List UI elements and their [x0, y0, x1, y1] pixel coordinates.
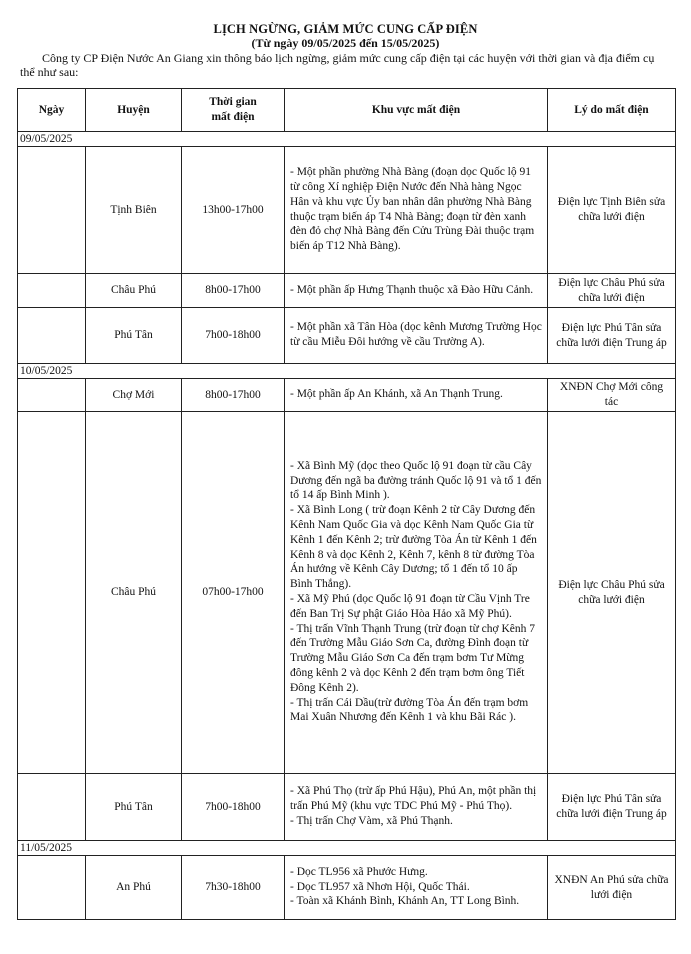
time-cell: 7h00-18h00 [182, 774, 285, 841]
document-subtitle: (Từ ngày 09/05/2025 đến 15/05/2025) [251, 36, 440, 50]
intro-paragraph: Công ty CP Điện Nước An Giang xin thông báo lịch ngừng, giảm mức cung cấp điện tại các huyện với thời gian và địa điểm cụ thể như sau: [20, 51, 655, 79]
area-cell: - Xã Bình Mỹ (dọc theo Quốc lộ 91 đoạn từ cầu Cây Dương đến ngã ba đường tránh Quốc lộ 91 và tổ 1 đến tổ 14 ấp Bình Minh ). - Xã Bình Long ( trừ đoạn Kênh 2 từ Cây Dương đến Kênh Nam Quốc Gia và dọc Kênh Nam Quốc Gia từ Kênh 1 đến Kênh 2; trừ đường Tòa Án từ Kênh 1 đến Kênh 8 và dọc Kênh 2, Kênh 7, kênh 8 từ đường Tòa Án hướng về Kênh Cây Dương; tổ 1 đến tổ 10 ấp Bình Thắng). - Xã Mỹ Phú (dọc Quốc lộ 91 đoạn từ Cầu Vịnh Tre đến Ban Trị Sự phật Giáo Hòa Hảo xã Mỹ Phú). - Thị trấn Vĩnh Thạnh Trung (trừ đoạn từ chợ Kênh 7 đến Trường Mẫu Giáo Sơn Ca, đường Đình đoạn từ Trường Mẫu Giáo Sơn Ca đến trạm bơm Tư Mừng đông kênh 2 và dọc Kênh 2 đến trạm bơm ông Tiết Đông Kênh 2). - Thị trấn Cái Dầu(trừ đường Tòa Án đến trạm bơm Mai Xuân Nhương đến Kênh 1 và khu Bãi Rác ). [285, 412, 548, 774]
date-row [18, 841, 676, 856]
area-cell: - Xã Phú Thọ (trừ ấp Phú Hậu), Phú An, một phần thị trấn Phú Mỹ (khu vực TDC Phú Mỹ - Phú Thọ). - Thị trấn Chợ Vàm, xã Phú Thạnh. [285, 774, 548, 841]
outage-schedule-table [17, 88, 676, 920]
district-cell: Phú Tân [86, 774, 182, 841]
area-cell: - Dọc TL956 xã Phước Hưng. - Dọc TL957 xã Nhơn Hội, Quốc Thái. - Toàn xã Khánh Bình, Khánh An, TT Long Bình. [285, 856, 548, 920]
district-cell: Chợ Mới [86, 379, 182, 412]
time-cell: 07h00-17h00 [182, 412, 285, 774]
time-cell: 8h00-17h00 [182, 274, 285, 308]
header-area: Khu vực mất điện [285, 89, 548, 132]
reason-cell: Điện lực Phú Tân sửa chữa lưới điện Trung áp [548, 308, 676, 364]
table-row [18, 856, 676, 920]
header-district: Huyện [86, 89, 182, 132]
date-label: 11/05/2025 [18, 841, 676, 856]
time-cell: 7h30-18h00 [182, 856, 285, 920]
table-row [18, 308, 676, 364]
area-cell: - Một phần ấp Hưng Thạnh thuộc xã Đào Hữu Cảnh. [285, 274, 548, 308]
table-header-row [18, 89, 676, 132]
document-title: LỊCH NGỪNG, GIẢM MỨC CUNG CẤP ĐIỆN [213, 22, 478, 36]
table-row [18, 379, 676, 412]
header-reason: Lý do mất điện [548, 89, 676, 132]
time-cell: 13h00-17h00 [182, 147, 285, 274]
date-row [18, 132, 676, 147]
table-row [18, 274, 676, 308]
reason-cell: Điện lực Tịnh Biên sửa chữa lưới điện [548, 147, 676, 274]
date-cell [18, 274, 86, 308]
header-time: Thời gian mất điện [182, 89, 285, 132]
area-cell: - Một phần xã Tân Hòa (dọc kênh Mương Trường Học từ cầu Miễu Đôi hướng về cầu Trường A). [285, 308, 548, 364]
notice-page [0, 0, 691, 79]
area-cell: - Một phần phường Nhà Bàng (đoạn dọc Quốc lộ 91 từ công Xí nghiệp Điện Nước đến Nhà hàng Ngọc Hân và khu vực Ủy ban nhân dân phường Nhà Bàng thuộc trạm biến áp T4 Nhà Bàng; đoạn từ đèn xanh đèn đỏ chợ Nhà Bàng đến Cửu Trùng Đài thuộc trạm biến áp T12 Nhà Bàng). [285, 147, 548, 274]
area-cell: - Một phần ấp An Khánh, xã An Thạnh Trung. [285, 379, 548, 412]
reason-cell: Điện lực Phú Tân sửa chữa lưới điện Trung áp [548, 774, 676, 841]
date-cell [18, 308, 86, 364]
date-label: 09/05/2025 [18, 132, 676, 147]
reason-cell: Điện lực Châu Phú sửa chữa lưới điện [548, 412, 676, 774]
district-cell: Châu Phú [86, 412, 182, 774]
district-cell: Phú Tân [86, 308, 182, 364]
time-cell: 8h00-17h00 [182, 379, 285, 412]
reason-cell: XNĐN An Phú sửa chữa lưới điện [548, 856, 676, 920]
date-cell [18, 774, 86, 841]
reason-cell: Điện lực Châu Phú sửa chữa lưới điện [548, 274, 676, 308]
date-cell [18, 856, 86, 920]
table-row [18, 412, 676, 774]
date-cell [18, 147, 86, 274]
district-cell: Châu Phú [86, 274, 182, 308]
district-cell: Tịnh Biên [86, 147, 182, 274]
reason-cell: XNĐN Chợ Mới công tác [548, 379, 676, 412]
time-cell: 7h00-18h00 [182, 308, 285, 364]
date-label: 10/05/2025 [18, 364, 676, 379]
header-date: Ngày [18, 89, 86, 132]
date-cell [18, 412, 86, 774]
table-row [18, 774, 676, 841]
district-cell: An Phú [86, 856, 182, 920]
date-cell [18, 379, 86, 412]
table-row [18, 147, 676, 274]
date-row [18, 364, 676, 379]
